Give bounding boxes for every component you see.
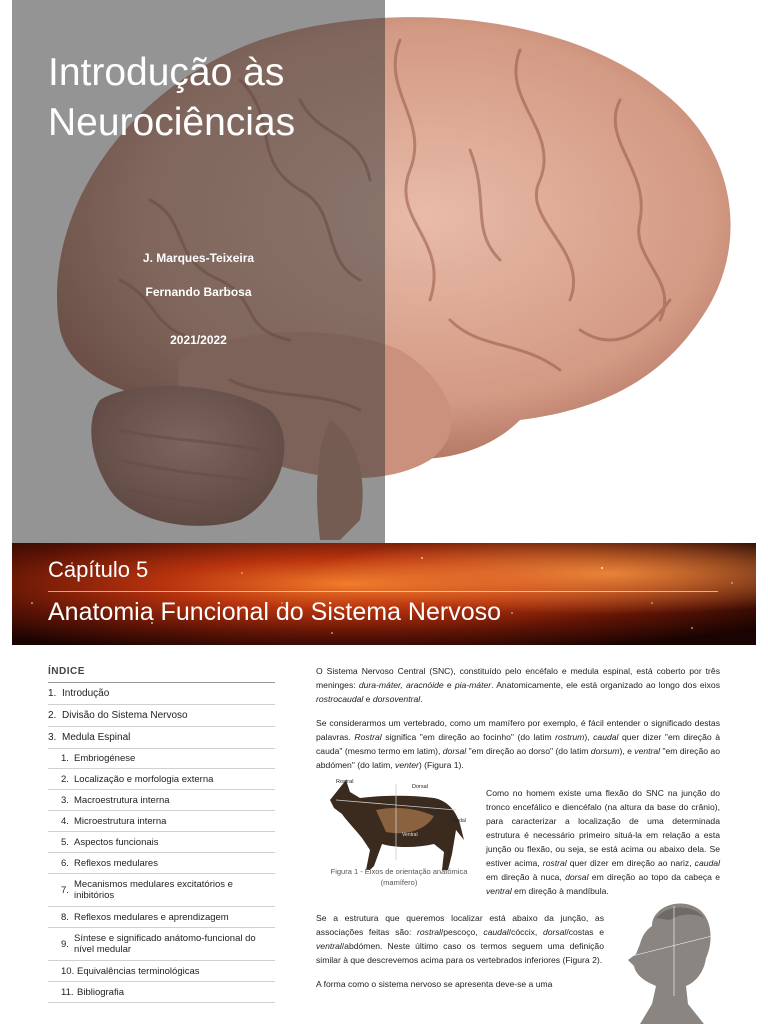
toc-item-number: 1. xyxy=(61,753,69,764)
toc-item-number: 3. xyxy=(48,732,57,743)
toc-item-label: Síntese e significado anátomo-funcional do nível medular xyxy=(74,933,256,955)
toc-item[interactable] xyxy=(48,769,275,790)
toc-item[interactable] xyxy=(48,790,275,811)
toc-item-number: 4. xyxy=(61,815,69,827)
fig1-label-rostral: Rostral xyxy=(336,779,354,785)
toc-item[interactable] xyxy=(48,961,275,982)
fig1-label-caudal: Caudal xyxy=(450,818,466,824)
toc-item-label: Reflexos medulares e aprendizagem xyxy=(74,911,229,923)
toc-item-label: Mecanismos medulares excitatórios e inibitórios xyxy=(74,879,233,901)
cover-title-line1: Introdução às xyxy=(48,51,285,94)
toc-item-label: Localização e morfologia externa xyxy=(74,773,214,785)
table-of-contents xyxy=(48,666,275,1003)
toc-item[interactable] xyxy=(48,749,275,769)
toc-item[interactable] xyxy=(48,705,275,727)
toc-list xyxy=(48,683,275,1003)
figure-2-bust xyxy=(622,896,722,1024)
toc-item[interactable] xyxy=(48,874,275,907)
toc-heading: ÍNDICE xyxy=(48,666,275,683)
toc-item[interactable] xyxy=(48,928,275,961)
toc-item-number: 3. xyxy=(61,794,69,806)
paragraph-3: Como no homem existe uma flexão do SNC na junção do tronco encefálico e diencéfalo (na altura da base do crânio), para caracterizar a localização de uma determinada estrutura é necessário primeiro situá-la em relação a esta junção ou flexão, ou seja, se está acima ou abaixo dela. Se estiver acima, rostral quer dizer em direção ao nariz, caudal em direção à nuca, dorsal em direção ao topo da cabeça e ventral em direção à mandíbula. xyxy=(486,788,720,896)
toc-item-number: 7. xyxy=(61,884,69,896)
toc-item[interactable] xyxy=(48,832,275,853)
toc-item-label: Medula Espinal xyxy=(62,732,131,743)
toc-item[interactable] xyxy=(48,683,275,705)
toc-item[interactable] xyxy=(48,811,275,832)
toc-item-number: 2. xyxy=(48,710,57,721)
toc-item[interactable] xyxy=(48,727,275,749)
toc-item[interactable] xyxy=(48,982,275,1003)
cover-title xyxy=(48,48,295,148)
academic-year: 2021/2022 xyxy=(170,333,227,347)
fig1-label-ventral: Ventral xyxy=(402,832,418,838)
paragraph-4: Se a estrutura que queremos localizar está abaixo da junção, as associações feitas são: rostral/pescoço, caudal/cóccix, dorsal/costas e ventral/abdómen. Neste último caso os termos seguem uma definição similar à que descrevemos acima para os vertebrados inferiores (Figura 2). xyxy=(316,913,604,965)
toc-item-number: 8. xyxy=(61,911,69,923)
toc-item-number: 2. xyxy=(61,773,69,785)
fig1-label-dorsal: Dorsal xyxy=(412,784,428,790)
paragraph-1: O Sistema Nervoso Central (SNC), constituído pelo encéfalo e medula espinal, está coberto por três meninges: dura-máter, aracnóide e pia-máter. Anatomicamente, ele está organizado ao longo dos eixos rostrocaudal e dorsoventral. xyxy=(316,666,720,704)
chapter-number: Capítulo 5 xyxy=(48,557,149,582)
toc-item-number: 11. xyxy=(61,986,74,998)
figure-1-caption: Figura 1 - Eixos de orientação anatómica (mamífero) xyxy=(330,867,468,887)
toc-item[interactable] xyxy=(48,853,275,874)
toc-item-label: Introdução xyxy=(62,688,110,699)
toc-item-number: 1. xyxy=(48,688,57,699)
toc-item-number: 6. xyxy=(61,857,69,869)
cover-title-line2: Neurociências xyxy=(48,101,296,144)
body-text-top xyxy=(316,664,720,772)
toc-item-label: Reflexos medulares xyxy=(74,857,158,869)
toc-item-label: Macroestrutura interna xyxy=(74,794,170,806)
toc-item-label: Equivalências terminológicas xyxy=(77,965,200,977)
toc-item-number: 5. xyxy=(61,836,69,848)
toc-item-label: Divisão do Sistema Nervoso xyxy=(62,710,188,721)
chapter-title: Anatomia Funcional do Sistema Nervoso xyxy=(48,598,502,626)
toc-item[interactable] xyxy=(48,907,275,928)
toc-item-label: Aspectos funcionais xyxy=(74,836,159,848)
chapter-banner xyxy=(12,543,756,645)
toc-item-label: Embriogénese xyxy=(74,753,136,764)
paragraph-2: Se considerarmos um vertebrado, como um mamífero por exemplo, é fácil entender o significado destas palavras. Rostral significa "em direção ao focinho" (do latim rostrum), caudal quer dizer "em direção à cauda" (mesmo termo em latim), dorsal "em direção ao dorso" (do latim dorsum), e ventral "em direção ao abdómen" (do latim, venter) (Figura 1). xyxy=(316,718,720,770)
toc-item-label: Microestrutura interna xyxy=(74,815,167,827)
chapter-divider xyxy=(48,591,718,592)
toc-item-number: 9. xyxy=(61,938,69,950)
author-1: J. Marques-Teixeira xyxy=(142,251,255,265)
toc-item-label: Bibliografia xyxy=(77,986,124,998)
paragraph-5: A forma como o sistema nervoso se apresenta deve-se a uma xyxy=(316,979,553,989)
body-text-bottom xyxy=(316,911,604,991)
author-2: Fernando Barbosa xyxy=(145,285,252,299)
toc-item-number: 10. xyxy=(61,965,75,977)
